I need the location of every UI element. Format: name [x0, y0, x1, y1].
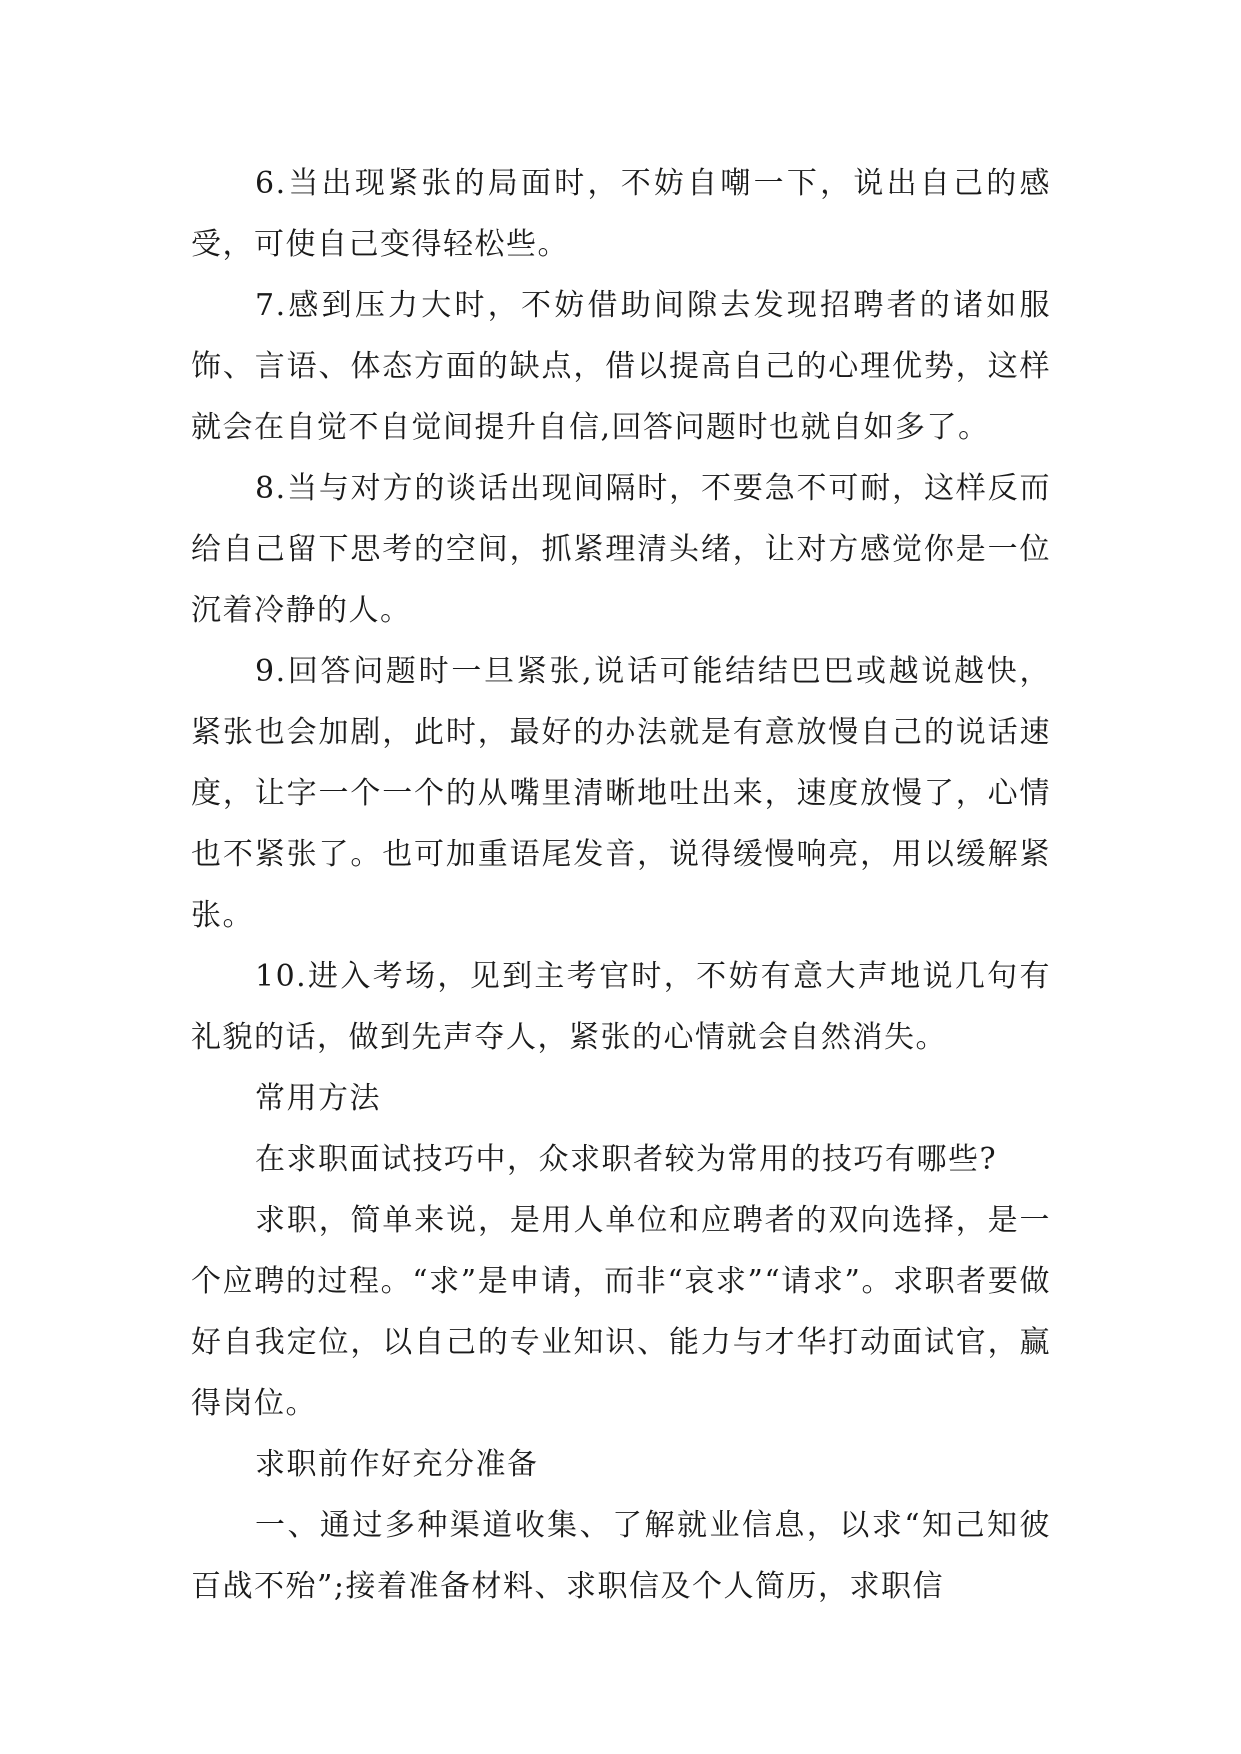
paragraph-job-seeking: 求职，简单来说，是用人单位和应聘者的双向选择，是一个应聘的过程。“求”是申请，而非“哀求”“请求”。求职者要做好自我定位，以自己的专业知识、能力与才华打动面试官，赢得岗位。	[191, 1203, 1051, 1421]
paragraph-tip-8: 8.当与对方的谈话出现间隔时，不要急不可耐，这样反而给自己留下思考的空间，抓紧理清头绪，让对方感觉你是一位沉着冷静的人。	[191, 471, 1051, 628]
section-heading-common-methods: 常用方法	[255, 1081, 381, 1116]
paragraph-question: 在求职面试技巧中，众求职者较为常用的技巧有哪些?	[255, 1142, 998, 1177]
paragraph-tip-10: 10.进入考场，见到主考官时，不妨有意大声地说几句有礼貌的话，做到先声夺人，紧张的心情就会自然消失。	[191, 959, 1051, 1055]
paragraph-tip-6: 6.当出现紧张的局面时，不妨自嘲一下，说出自己的感受，可使自己变得轻松些。	[191, 166, 1051, 262]
document-page	[191, 153, 1051, 1617]
paragraph-tip-7: 7.感到压力大时，不妨借助间隙去发现招聘者的诸如服饰、言语、体态方面的缺点，借以提高自己的心理优势，这样就会在自觉不自觉间提升自信,回答问题时也就自如多了。	[191, 288, 1051, 445]
paragraph-point-one: 一、通过多种渠道收集、了解就业信息，以求“知己知彼百战不殆”;接着准备材料、求职信及个人简历，求职信	[191, 1508, 1051, 1604]
section-heading-preparation: 求职前作好充分准备	[255, 1447, 539, 1482]
paragraph-tip-9: 9.回答问题时一旦紧张,说话可能结结巴巴或越说越快，紧张也会加剧，此时，最好的办法就是有意放慢自己的说话速度，让字一个一个的从嘴里清晰地吐出来，速度放慢了，心情也不紧张了。也可加重语尾发音，说得缓慢响亮，用以缓解紧张。	[191, 654, 1051, 933]
